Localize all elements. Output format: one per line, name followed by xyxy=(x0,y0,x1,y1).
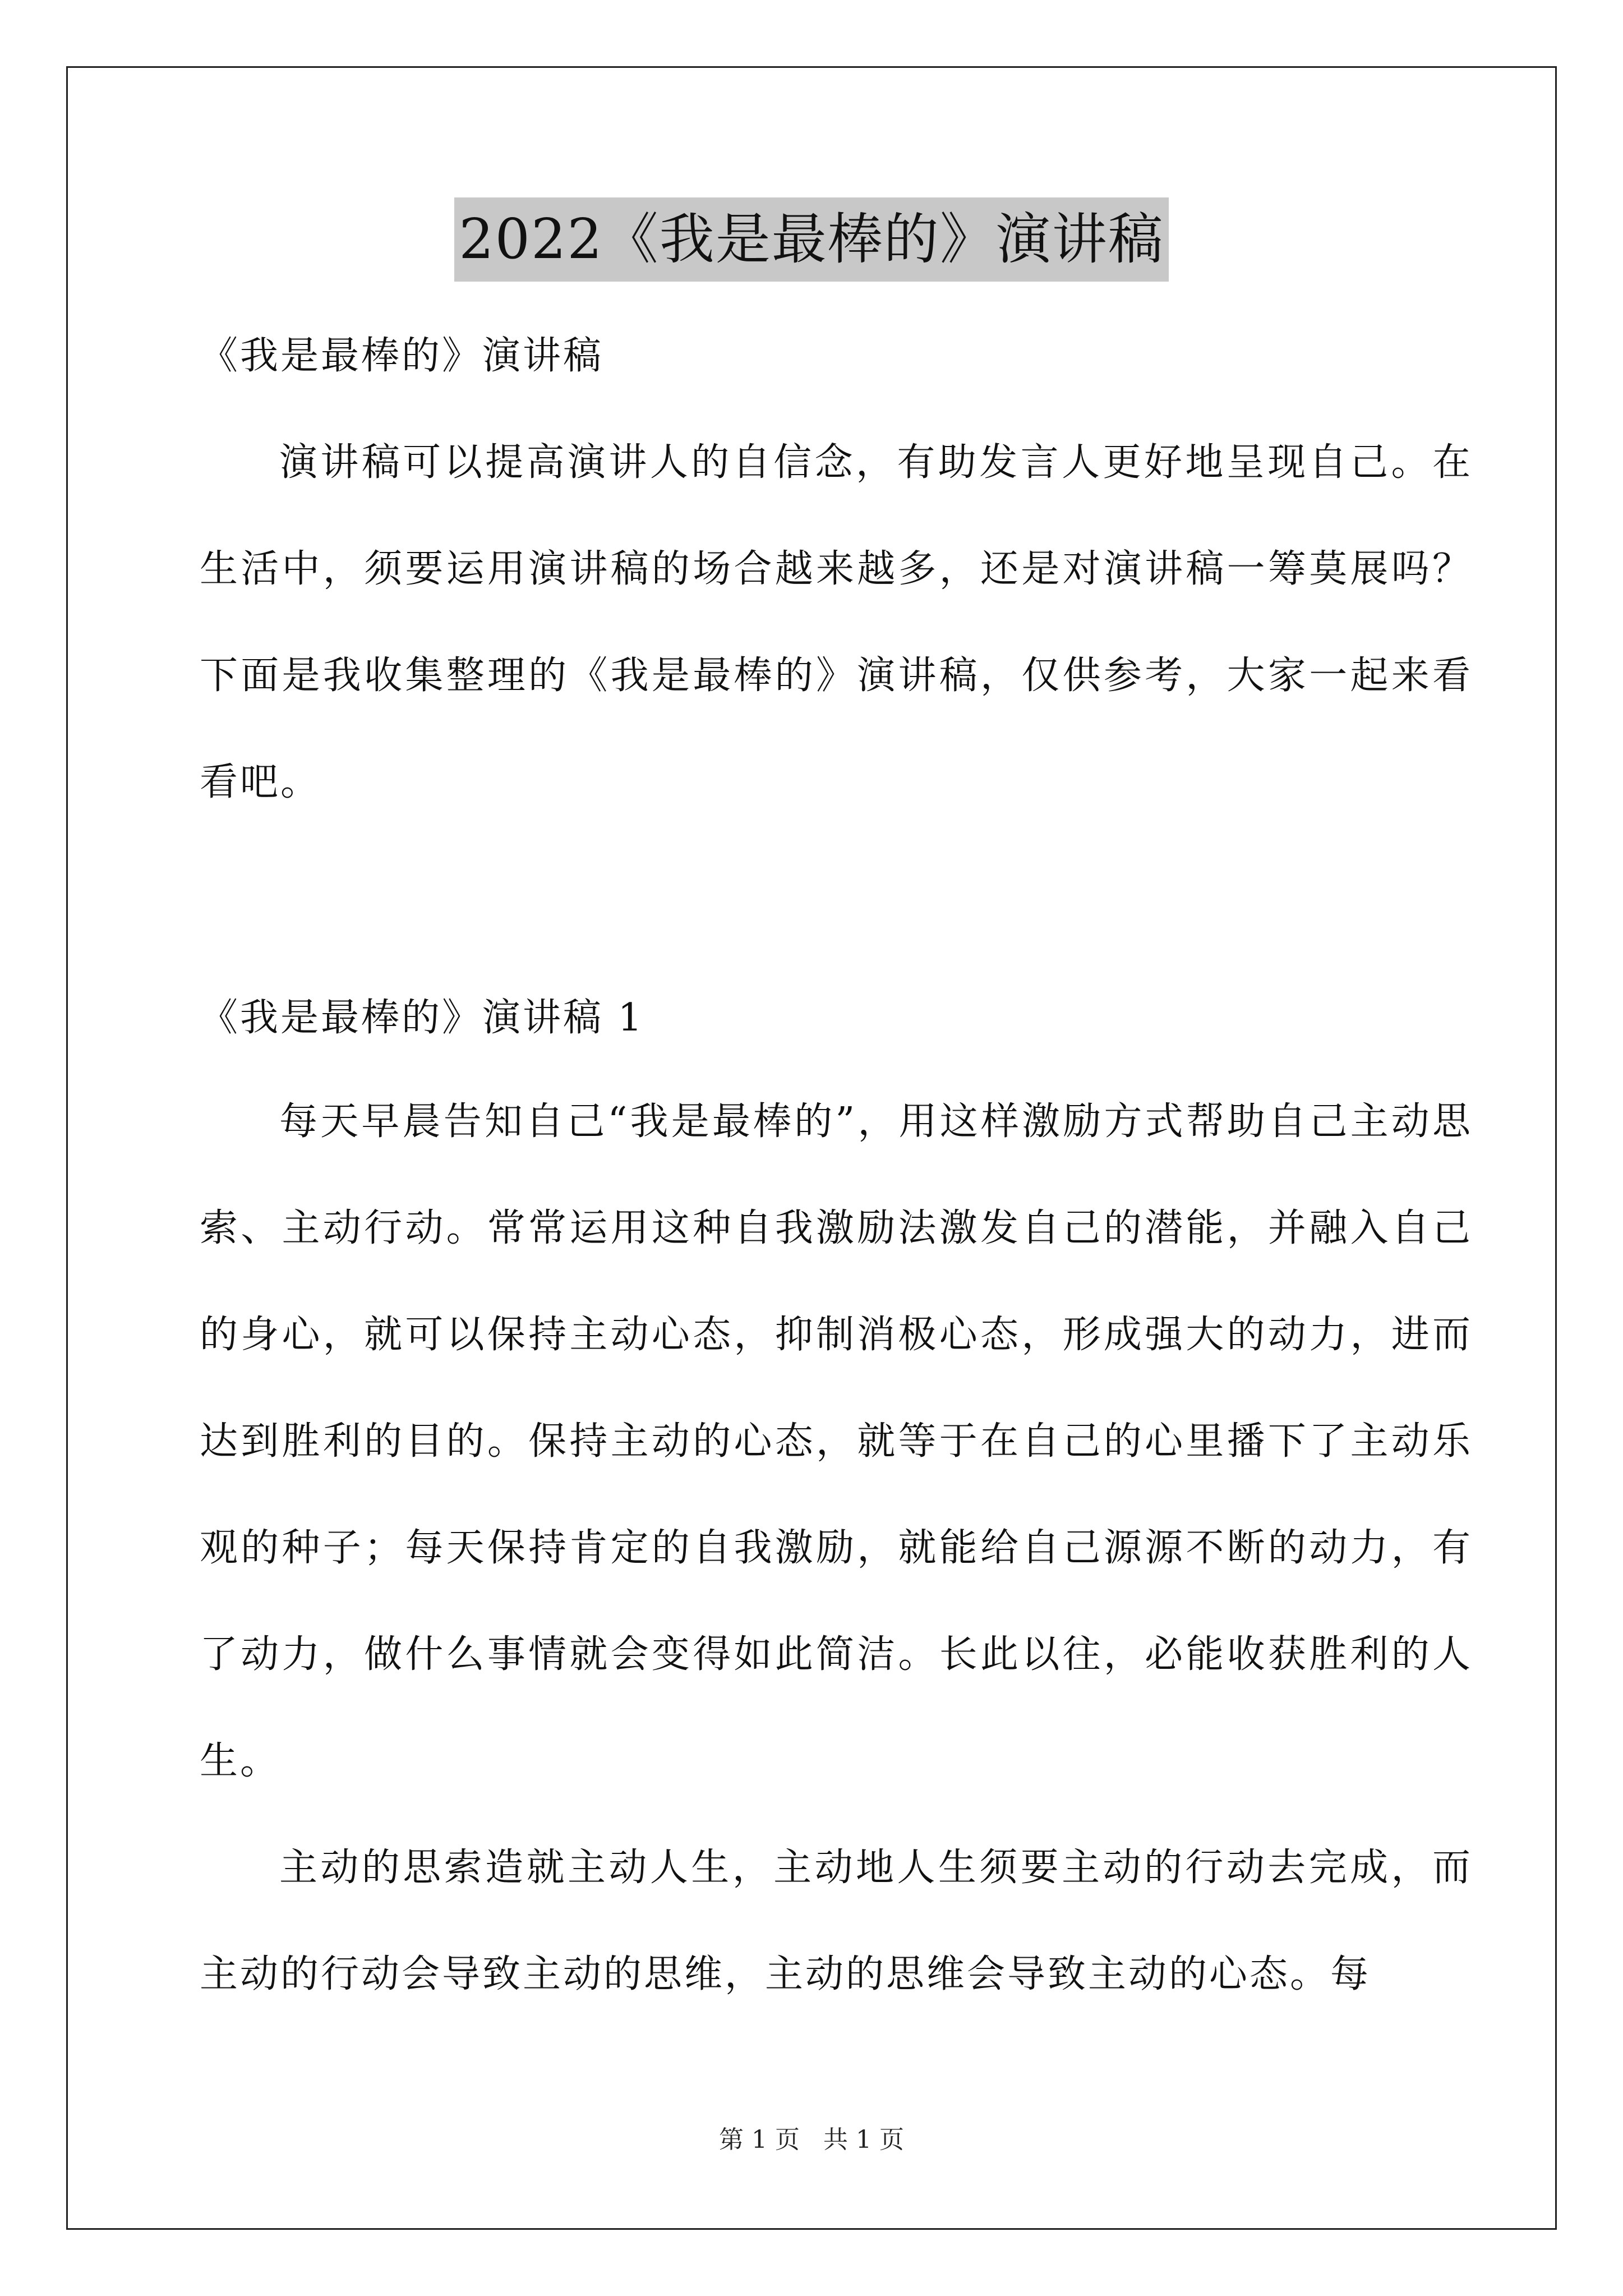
section1-heading: 《我是最棒的》演讲稿 1 xyxy=(200,996,644,1040)
intro-heading-block xyxy=(200,303,1473,409)
document-title: 2022《我是最棒的》演讲稿 xyxy=(454,197,1168,282)
title-area xyxy=(0,197,1623,282)
section1-paragraph-1: 每天早晨告知自己“我是最棒的”，用这样激励方式帮助自己主动思索、主动行动。常常运用这种自我激励法激发自己的潜能，并融入自己的身心，就可以保持主动心态，抑制消极心态，形成强大的动力，进而达到胜利的目的。保持主动的心态，就等于在自己的心里播下了主动乐观的种子；每天保持肯定的自我激励，就能给自己源源不断的动力，有了动力，做什么事情就会变得如此简洁。长此以往，必能收获胜利的人生。 xyxy=(200,1099,1473,1783)
intro-body xyxy=(200,409,1473,836)
intro-paragraph: 演讲稿可以提高演讲人的自信念，有助发言人更好地呈现自己。在生活中，须要运用演讲稿的场合越来越多，还是对演讲稿一筹莫展吗？下面是我收集整理的《我是最棒的》演讲稿，仅供参考，大家一起来看看吧。 xyxy=(200,440,1473,804)
page-number-total: 共 1 页 xyxy=(823,2125,904,2154)
page-number-current: 第 1 页 xyxy=(719,2125,800,2154)
intro-heading: 《我是最棒的》演讲稿 xyxy=(200,334,604,378)
page-footer xyxy=(0,2123,1623,2157)
section1-heading-block xyxy=(200,965,1473,1071)
section1-paragraph-2: 主动的思索造就主动人生，主动地人生须要主动的行动去完成，而主动的行动会导致主动的思维，主动的思维会导致主动的心态。每 xyxy=(200,1846,1473,1996)
section1-body xyxy=(200,1069,1473,2028)
